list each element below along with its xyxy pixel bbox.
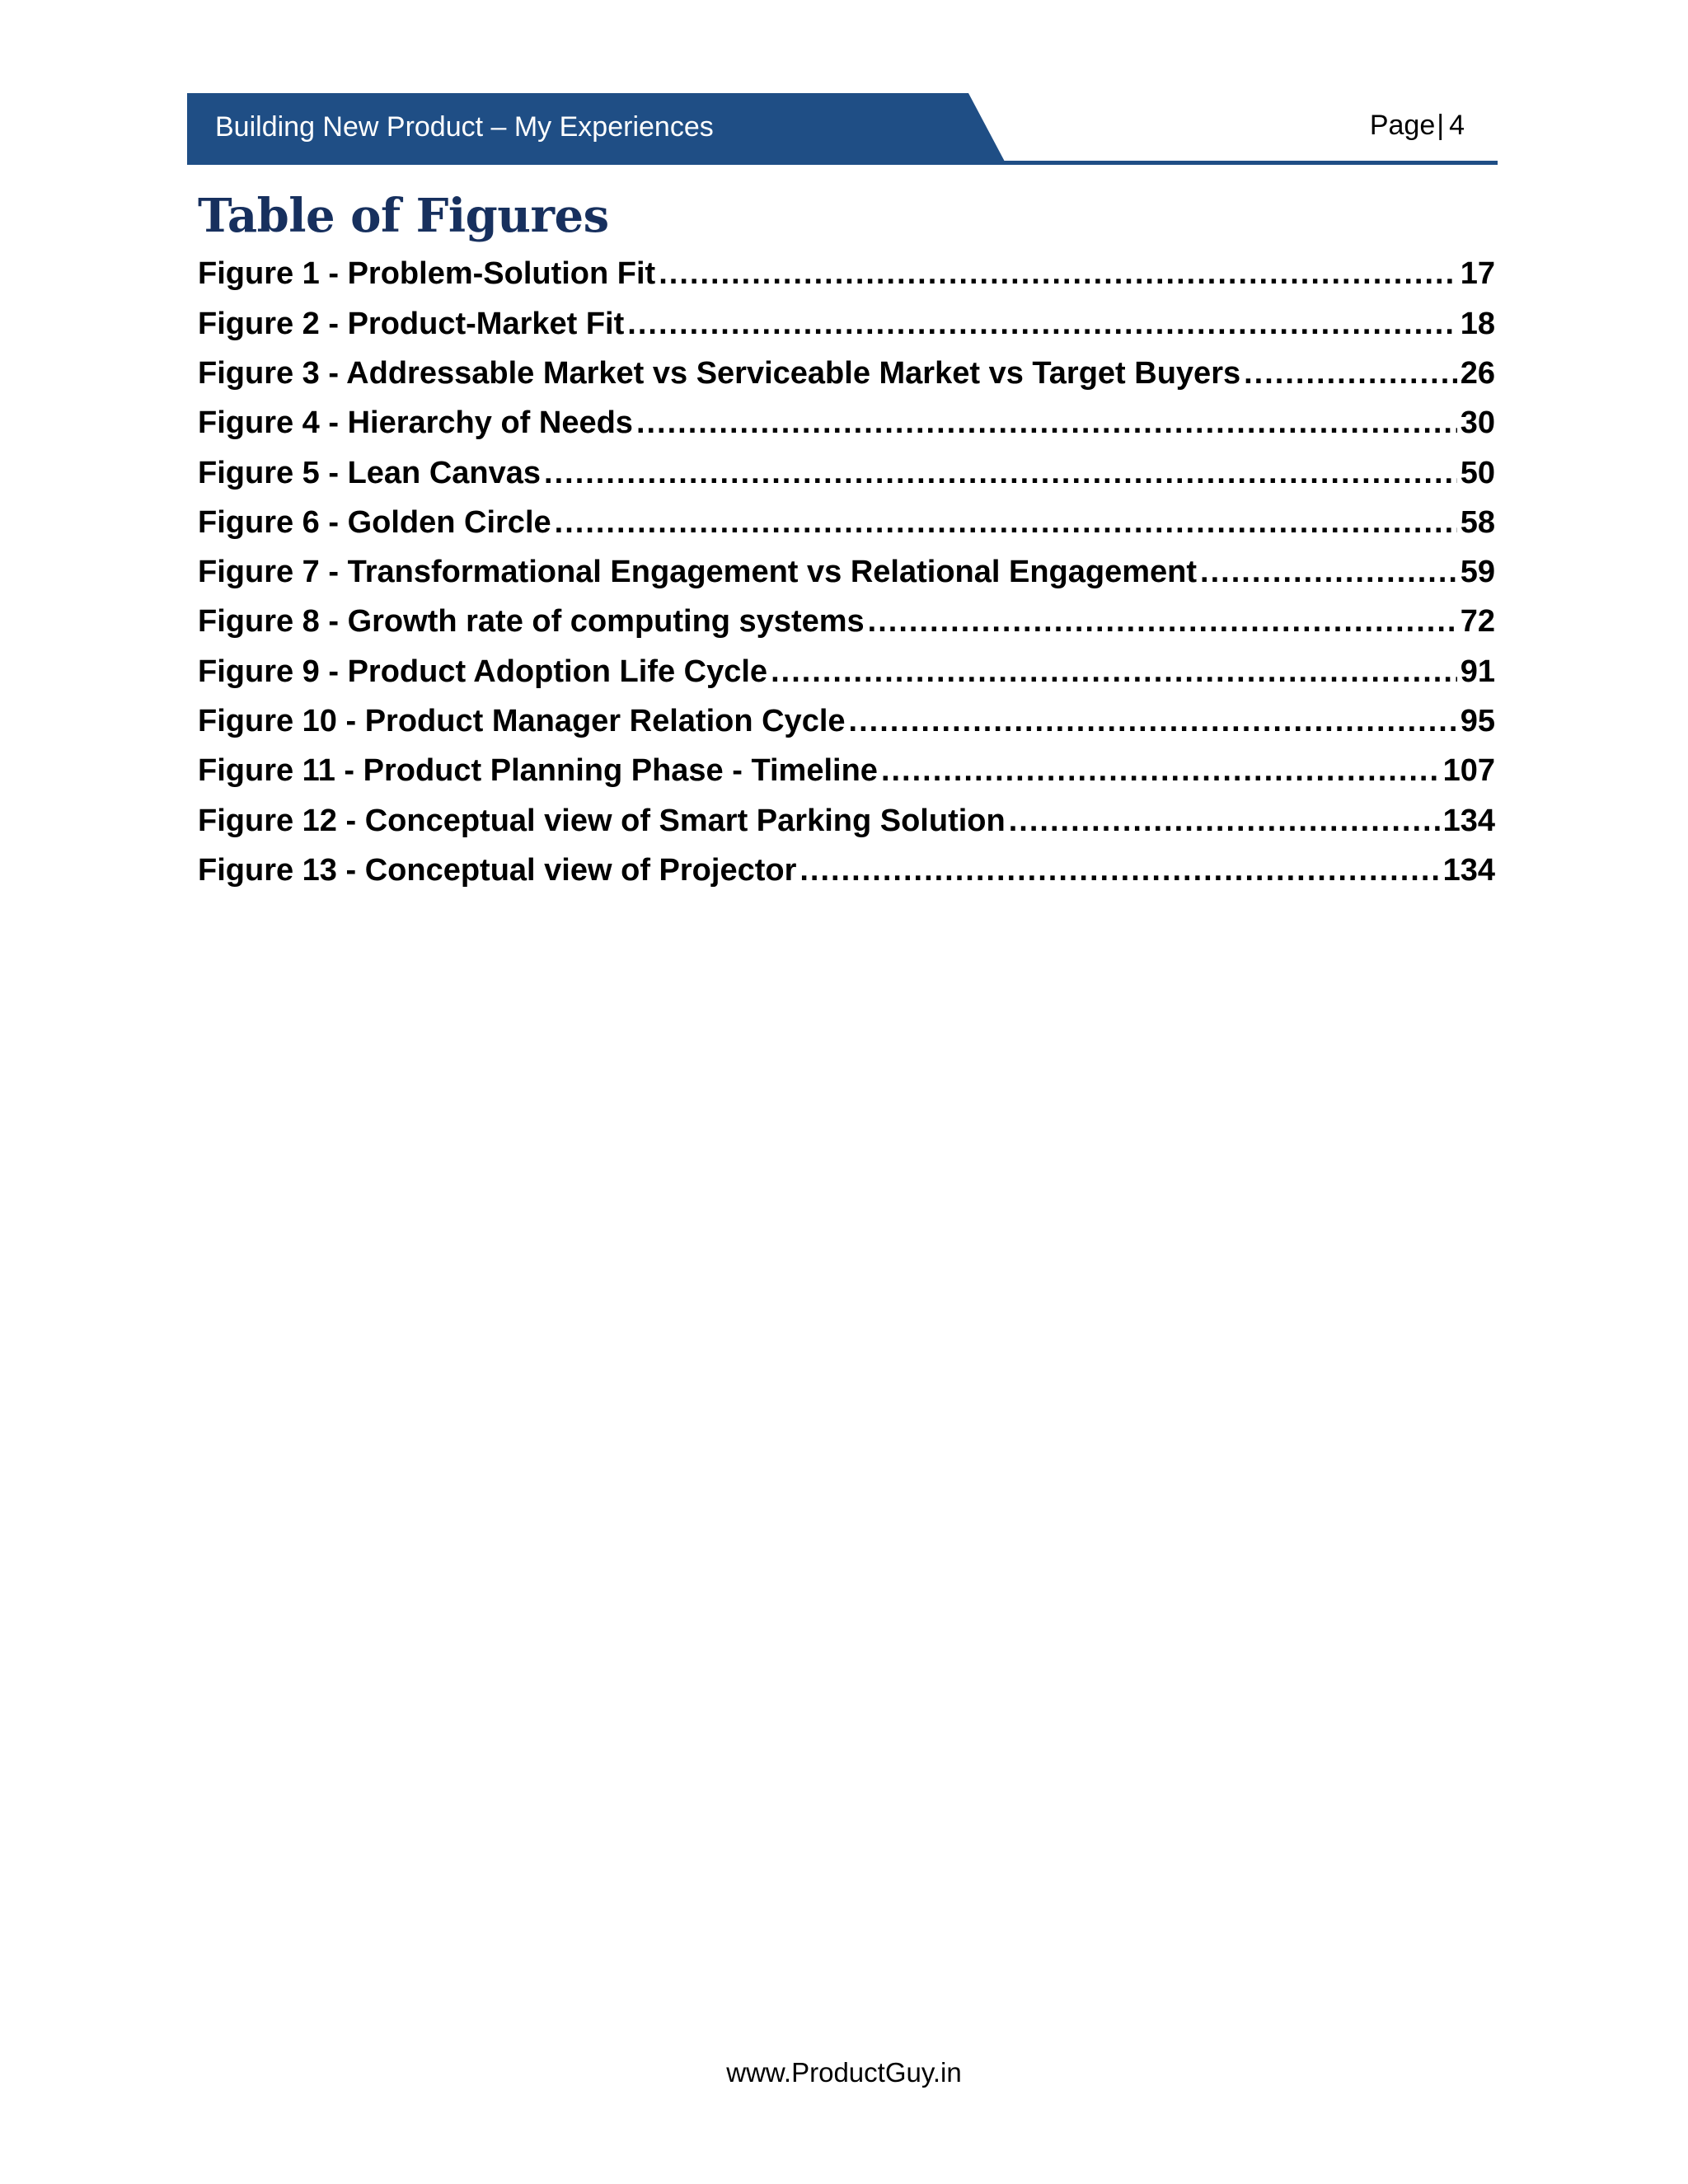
page-number xyxy=(1370,110,1465,142)
toc-entry-label: Figure 1 - Problem-Solution Fit xyxy=(198,256,656,292)
header-rule xyxy=(187,161,1498,165)
toc-entry[interactable] xyxy=(198,846,1495,895)
toc-entry-page: 72 xyxy=(1460,604,1495,640)
toc-entry[interactable] xyxy=(198,796,1495,846)
footer-url[interactable]: www.ProductGuy.in xyxy=(726,2057,962,2088)
toc-entry-page: 58 xyxy=(1460,504,1495,540)
toc-entry-label: Figure 8 - Growth rate of computing systems xyxy=(198,604,865,640)
toc-entry-page: 134 xyxy=(1442,803,1495,838)
toc-entry[interactable] xyxy=(198,746,1495,795)
toc-entry[interactable] xyxy=(198,349,1495,398)
toc-dot-leader xyxy=(881,746,1440,795)
toc-entry-label: Figure 10 - Product Manager Relation Cycle xyxy=(198,704,846,739)
toc-entry[interactable] xyxy=(198,498,1495,547)
toc-title: Table of Figures xyxy=(198,189,609,243)
toc-dot-leader xyxy=(868,597,1457,646)
toc-entry-label: Figure 11 - Product Planning Phase - Timeline xyxy=(198,753,878,789)
toc-entry-label: Figure 9 - Product Adoption Life Cycle xyxy=(198,654,768,689)
toc-entry[interactable] xyxy=(198,696,1495,746)
toc-dot-leader xyxy=(627,299,1456,349)
toc-entry-page: 18 xyxy=(1460,306,1495,341)
toc-list xyxy=(198,249,1495,895)
toc-dot-leader xyxy=(849,696,1457,746)
toc-entry-label: Figure 13 - Conceptual view of Projector xyxy=(198,852,797,888)
toc-entry-label: Figure 12 - Conceptual view of Smart Parking Solution xyxy=(198,803,1006,838)
toc-entry-page: 59 xyxy=(1460,555,1495,590)
toc-dot-leader xyxy=(659,249,1457,298)
toc-dot-leader xyxy=(1200,547,1457,597)
toc-entry-page: 30 xyxy=(1460,405,1495,441)
toc-dot-leader xyxy=(636,398,1457,448)
document-title: Building New Product – My Experiences xyxy=(215,111,714,143)
page-separator: | xyxy=(1437,110,1445,141)
toc-dot-leader xyxy=(771,647,1457,696)
table-of-figures xyxy=(198,190,1495,895)
toc-entry-label: Figure 2 - Product-Market Fit xyxy=(198,306,625,341)
toc-entry-label: Figure 3 - Addressable Market vs Serviceable Market vs Target Buyers xyxy=(198,355,1241,391)
toc-entry-page: 17 xyxy=(1460,256,1495,292)
toc-entry-label: Figure 5 - Lean Canvas xyxy=(198,455,542,490)
toc-dot-leader xyxy=(1009,796,1440,846)
toc-entry[interactable] xyxy=(198,249,1495,298)
toc-entry-label: Figure 7 - Transformational Engagement vs Relational Engagement xyxy=(198,555,1198,590)
toc-dot-leader xyxy=(555,498,1457,547)
toc-entry-page: 26 xyxy=(1460,355,1495,391)
page-number-value: 4 xyxy=(1449,110,1465,141)
toc-entry-label: Figure 4 - Hierarchy of Needs xyxy=(198,405,633,441)
toc-entry[interactable] xyxy=(198,299,1495,349)
toc-entry[interactable] xyxy=(198,448,1495,498)
toc-entry-label: Figure 6 - Golden Circle xyxy=(198,504,551,540)
toc-entry[interactable] xyxy=(198,597,1495,646)
toc-dot-leader xyxy=(799,846,1439,895)
toc-entry-page: 134 xyxy=(1442,852,1495,888)
toc-dot-leader xyxy=(1244,349,1457,398)
toc-entry[interactable] xyxy=(198,547,1495,597)
page-header xyxy=(187,93,1498,167)
toc-entry-page: 95 xyxy=(1460,704,1495,739)
toc-entry-page: 91 xyxy=(1460,654,1495,689)
page-footer xyxy=(0,2057,1688,2088)
toc-dot-leader xyxy=(544,448,1457,498)
toc-entry-page: 107 xyxy=(1442,753,1495,789)
toc-entry[interactable] xyxy=(198,647,1495,696)
toc-entry-page: 50 xyxy=(1460,455,1495,490)
toc-entry[interactable] xyxy=(198,398,1495,448)
page-label: Page xyxy=(1369,110,1436,141)
